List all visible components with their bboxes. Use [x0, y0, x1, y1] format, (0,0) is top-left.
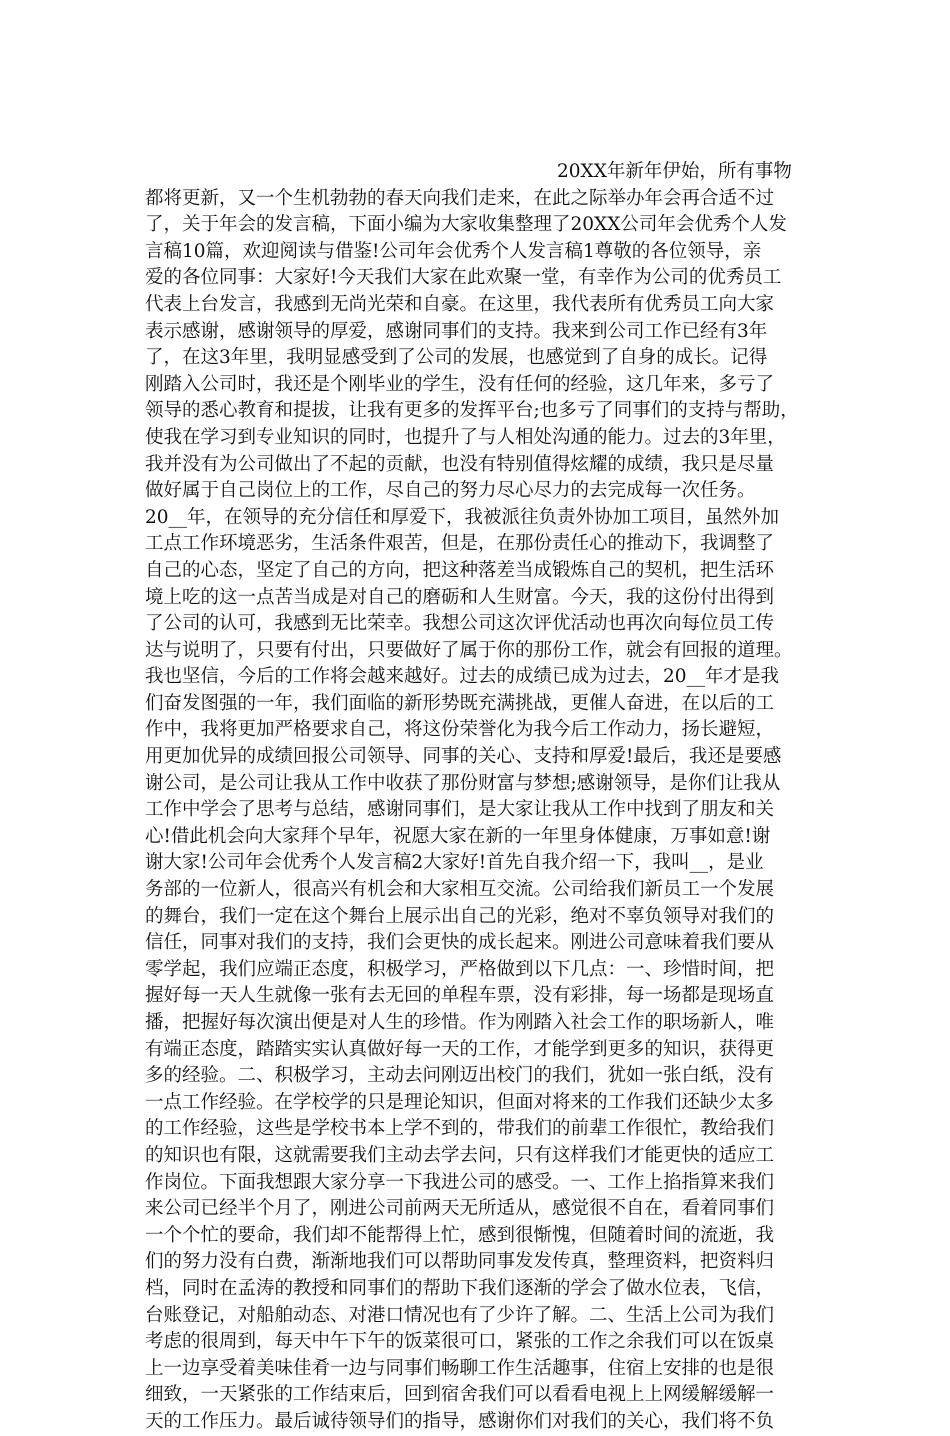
document-text-line: 领导的悉心教育和提拔，让我有更多的发挥平台;也多亏了同事们的支持与帮助，	[145, 400, 799, 422]
document-text-line: 作岗位。下面我想跟大家分享一下我进公司的感受。一、工作上掐指算来我们	[145, 1171, 775, 1193]
document-text-line: 用更加优异的成绩回报公司领导、同事的关心、支持和厚爱!最后，我还是要感	[145, 746, 782, 768]
document-text-line: 的知识也有限，这就需要我们主动去学去问，只有这样我们才能更快的适应工	[145, 1144, 775, 1166]
document-text-line: 细致，一天紧张的工作结束后，回到宿舍我们可以看看电视上上网缓解缓解一	[145, 1384, 775, 1406]
document-text-line: 务部的一位新人，很高兴有机会和大家相互交流。公司给我们新员工一个发展	[145, 879, 775, 901]
document-text-line: 我也坚信，今后的工作将会越来越好。过去的成绩已成为过去，20__年才是我	[145, 666, 780, 688]
document-text-line: 档，同时在孟涛的教授和同事们的帮助下我们逐渐的学会了做水位表，飞信，	[145, 1277, 775, 1299]
document-text-line: 代表上台发言，我感到无尚光荣和自豪。在这里，我代表所有优秀员工向大家	[145, 293, 775, 315]
document-text-line: 台账登记，对船舶动态、对港口情况也有了少许了解。二、生活上公司为我们	[145, 1304, 775, 1326]
document-text-line: 来公司已经半个月了，刚进公司前两天无所适从，感觉很不自在，看着同事们	[145, 1198, 775, 1220]
document-text-line: 谢公司，是公司让我从工作中收获了那份财富与梦想;感谢领导，是你们让我从	[145, 772, 781, 794]
document-text-line: 了，在这3年里，我明显感受到了公司的发展，也感觉到了自身的成长。记得	[145, 347, 768, 369]
document-text-line: 信任，同事对我们的支持，我们会更快的成长起来。刚进公司意味着我们要从	[145, 932, 775, 954]
document-text-line: 一个个忙的要命，我们却不能帮得上忙，感到很惭愧，但随着时间的流逝，我	[145, 1224, 775, 1246]
document-text-line: 了，关于年会的发言稿，下面小编为大家收集整理了20XX公司年会优秀个人发	[145, 214, 787, 236]
document-text-line: 考虑的很周到，每天中午下午的饭菜很可口，紧张的工作之余我们可以在饭桌	[145, 1331, 775, 1353]
document-text-line: 做好属于自己岗位上的工作，尽自己的努力尽心尽力的去完成每一次任务。	[145, 480, 756, 502]
document-text-line: 播，把握好每次演出便是对人生的珍惜。作为刚踏入社会工作的职场新人，唯	[145, 1012, 775, 1033]
document-text-line: 握好每一天人生就像一张有去无回的单程车票，没有彩排，每一场都是现场直	[145, 985, 775, 1007]
document-text-line: 们奋发图强的一年，我们面临的新形势既充满挑战，更催人奋进，在以后的工	[145, 692, 775, 714]
document-text-line: 心!借此机会向大家拜个早年，祝愿大家在新的一年里身体健康，万事如意!谢	[145, 825, 771, 847]
document-text-line: 都将更新，又一个生机勃勃的春天向我们走来，在此之际举办年会再合适不过	[145, 187, 775, 209]
document-text-line: 多的经验。二、积极学习，主动去问刚迈出校门的我们，犹如一张白纸，没有	[145, 1065, 775, 1087]
document-body	[145, 159, 805, 1436]
document-text-line: 20__年，在领导的充分信任和厚爱下，我被派往负责外协加工项目，虽然外加	[145, 506, 780, 528]
document-text-line: 一点工作经验。在学校学的只是理论知识，但面对将来的工作我们还缺少太多	[145, 1091, 775, 1113]
document-text-line: 的工作经验，这些是学校书本上学不到的，带我们的前辈工作很忙，教给我们	[145, 1118, 775, 1140]
document-text-line: 工作中学会了思考与总结，感谢同事们，是大家让我从工作中找到了朋友和关	[145, 799, 775, 821]
document-text-line: 的舞台，我们一定在这个舞台上展示出自己的光彩，绝对不辜负领导对我们的	[145, 905, 775, 927]
document-text-line: 工点工作环境恶劣，生活条件艰苦，但是，在那份责任心的推动下，我调整了	[145, 533, 775, 555]
document-text-line: 我并没有为公司做出了不起的贡献，也没有特别值得炫耀的成绩，我只是尽量	[145, 453, 775, 475]
document-text-line: 表示感谢，感谢领导的厚爱，感谢同事们的支持。我来到公司工作已经有3年	[145, 320, 768, 342]
document-text-line: 有端正态度，踏踏实实认真做好每一天的工作，才能学到更多的知识，获得更	[145, 1038, 775, 1060]
document-text-line: 零学起，我们应端正态度，积极学习，严格做到以下几点：一、珍惜时间，把	[145, 958, 775, 980]
document-text-line: 上一边享受着美味佳肴一边与同事们畅聊工作生活趣事，住宿上安排的也是很	[145, 1357, 775, 1379]
document-text-line: 爱的各位同事：大家好!今天我们大家在此欢聚一堂，有幸作为公司的优秀员工	[145, 267, 782, 289]
document-text-line: 言稿10篇，欢迎阅读与借鉴!公司年会优秀个人发言稿1尊敬的各位领导，亲	[145, 240, 762, 262]
document-text-line: 了公司的认可，我感到无比荣幸。我想公司这次评优活动也再次向每位员工传	[145, 613, 775, 635]
document-text-line: 使我在学习到专业知识的同时，也提升了与人相处沟通的能力。过去的3年里，	[145, 426, 786, 448]
document-text-line: 谢大家!公司年会优秀个人发言稿2大家好!首先自我介绍一下，我叫__，是业	[145, 852, 764, 874]
document-text-line: 天的工作压力。最后诚待领导们的指导，感谢你们对我们的关心，我们将不负	[145, 1410, 775, 1432]
document-text-line: 达与说明了，只要有付出，只要做好了属于你的那份工作，就会有回报的道理。	[145, 639, 793, 661]
document-text-line: 作中，我将更加严格要求自己，将这份荣誉化为我今后工作动力，扬长避短，	[145, 719, 775, 741]
document-text-line: 境上吃的这一点苦当成是对自己的磨砺和人生财富。今天，我的这份付出得到	[145, 586, 775, 608]
document-text-line: 们的努力没有白费，渐渐地我们可以帮助同事发发传真，整理资料，把资料归	[145, 1251, 775, 1273]
document-text-line: 刚踏入公司时，我还是个刚毕业的学生，没有任何的经验，这几年来，多亏了	[145, 373, 775, 395]
document-text-line: 自己的心态，坚定了自己的方向，把这种落差当成锻炼自己的契机，把生活环	[145, 559, 775, 581]
document-opening-line: 20XX年新年伊始，所有事物	[557, 161, 792, 182]
